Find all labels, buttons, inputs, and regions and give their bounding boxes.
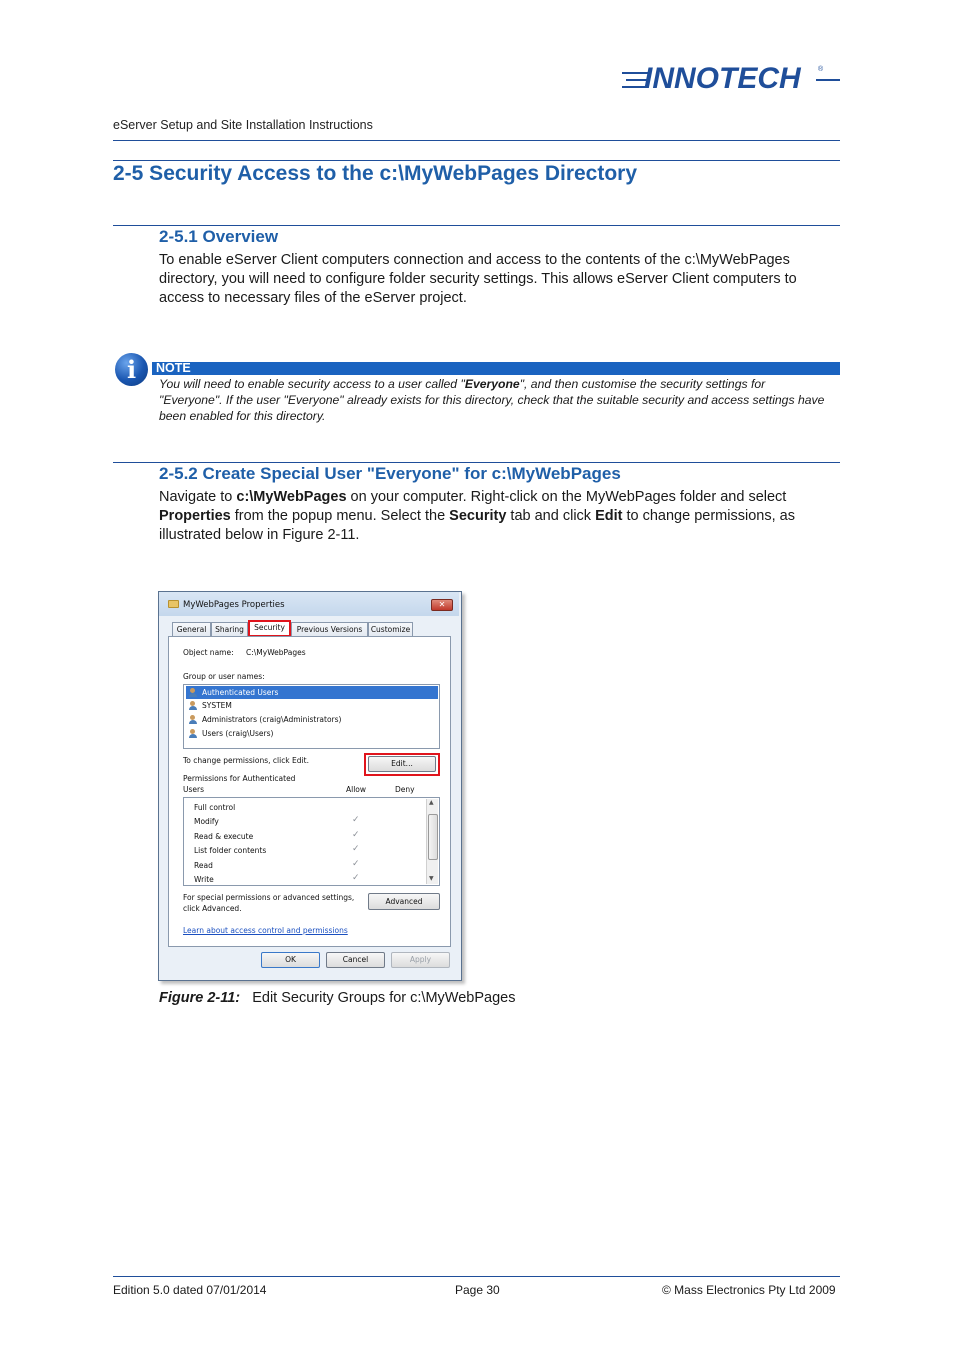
- advanced-button[interactable]: Advanced: [368, 893, 440, 910]
- header-rule: [113, 140, 840, 141]
- folder-icon: [168, 600, 179, 608]
- note-bar: [152, 362, 840, 375]
- dialog-title: MyWebPages Properties: [183, 600, 285, 610]
- permission-modify: Modify: [194, 817, 219, 826]
- user-row-authenticated-users[interactable]: Authenticated Users: [186, 686, 438, 699]
- properties-dialog: [158, 591, 462, 981]
- users-icon: [189, 688, 199, 697]
- special-permissions-text-line1: For special permissions or advanced settings,: [183, 893, 355, 902]
- permission-read: Read: [194, 861, 213, 870]
- note-text: You will need to enable security access to a user called "Everyone", and then customise the security settings for "Everyone". If the user "Everyone" already exists for this directory, check that the suitable security and access settings have been enabled for this directory.: [159, 377, 825, 423]
- tab-previous-versions[interactable]: Previous Versions: [291, 622, 368, 637]
- allow-check-icon: ✓: [352, 859, 360, 869]
- footer-page-number: Page 30: [455, 1283, 500, 1297]
- security-tab-panel: [168, 636, 451, 947]
- footer-rule: [113, 1276, 840, 1277]
- section-heading: 2-5 Security Access to the c:\MyWebPages Directory: [113, 162, 638, 185]
- note-label: NOTE: [156, 361, 191, 375]
- innotech-logo: [622, 62, 842, 96]
- logo-text: INNOTECH: [644, 62, 801, 95]
- tab-customize[interactable]: Customize: [368, 622, 413, 637]
- user-row-system[interactable]: SYSTEM: [186, 699, 438, 712]
- footer-copyright: © Mass Electronics Pty Ltd 2009: [662, 1283, 836, 1297]
- permissions-list[interactable]: [183, 797, 440, 886]
- permissions-scrollbar[interactable]: [426, 799, 438, 884]
- scroll-up-icon[interactable]: ▲: [429, 799, 434, 806]
- figure-title: Edit Security Groups for c:\MyWebPages: [252, 990, 516, 1006]
- section-rule: [113, 160, 840, 161]
- permission-read-execute: Read & execute: [194, 832, 254, 841]
- subsection-rule: [113, 225, 840, 226]
- figure-number: Figure 2-11:: [159, 990, 241, 1006]
- allow-check-icon: ✓: [352, 815, 360, 825]
- user-listbox[interactable]: [183, 684, 440, 749]
- ok-button[interactable]: OK: [261, 952, 320, 968]
- registered-mark: ®: [818, 66, 824, 73]
- object-name-label: Object name:: [183, 648, 234, 657]
- figure-caption: [159, 990, 515, 1006]
- allow-header: Allow: [346, 785, 367, 794]
- create-user-heading: 2-5.2 Create Special User "Everyone" for c:\MyWebPages: [159, 464, 621, 483]
- users-icon: [189, 715, 199, 724]
- overview-paragraph: To enable eServer Client computers connection and access to the contents of the c:\MyWebPages directory, you will need to configure folder security settings. This allows eServer Client computers to access to necessary files of the eServer project.: [159, 252, 797, 306]
- footer-edition: Edition 5.0 dated 07/01/2014: [113, 1283, 267, 1297]
- tab-security[interactable]: Security: [248, 620, 291, 637]
- permissions-for-label-line2: Users: [183, 785, 205, 794]
- users-icon: [189, 701, 199, 710]
- group-label: Group or user names:: [183, 672, 265, 681]
- subsection-rule: [113, 462, 840, 463]
- tab-sharing[interactable]: Sharing: [211, 622, 248, 637]
- change-permissions-text: To change permissions, click Edit.: [183, 756, 309, 765]
- logo-speed-line: [622, 86, 646, 88]
- overview-heading: 2-5.1 Overview: [159, 227, 279, 246]
- allow-check-icon: ✓: [352, 873, 360, 883]
- dialog-titlebar[interactable]: [159, 592, 459, 616]
- users-icon: [189, 729, 199, 738]
- document-header: eServer Setup and Site Installation Instructions: [113, 118, 373, 132]
- permissions-for-label-line1: Permissions for Authenticated: [183, 774, 296, 783]
- permission-list-folder-contents: List folder contents: [194, 846, 267, 855]
- info-icon: i: [115, 353, 148, 386]
- user-row-users[interactable]: Users (craig\Users): [186, 727, 438, 740]
- permission-full-control: Full control: [194, 803, 236, 812]
- close-button[interactable]: ✕: [431, 599, 453, 611]
- apply-button[interactable]: Apply: [391, 952, 450, 968]
- allow-check-icon: ✓: [352, 830, 360, 840]
- scroll-thumb[interactable]: [428, 814, 438, 860]
- permission-write: Write: [194, 875, 214, 884]
- logo-speed-line: [816, 79, 840, 81]
- deny-header: Deny: [395, 785, 415, 794]
- edit-button[interactable]: Edit...: [368, 756, 436, 772]
- allow-check-icon: ✓: [352, 844, 360, 854]
- access-control-help-link[interactable]: Learn about access control and permissions: [183, 926, 348, 935]
- scroll-down-icon[interactable]: ▼: [429, 875, 434, 882]
- create-user-paragraph: Navigate to c:\MyWebPages on your computer. Right-click on the MyWebPages folder and select Properties from the popup menu. Select the Security tab and click Edit to change permissions, as illustrated below in Figure 2-11.: [159, 489, 795, 543]
- special-permissions-text-line2: click Advanced.: [183, 904, 242, 913]
- cancel-button[interactable]: Cancel: [326, 952, 385, 968]
- tab-general[interactable]: General: [172, 622, 211, 637]
- object-name-value: C:\MyWebPages: [246, 648, 306, 657]
- user-row-administrators[interactable]: Administrators (craig\Administrators): [186, 713, 438, 726]
